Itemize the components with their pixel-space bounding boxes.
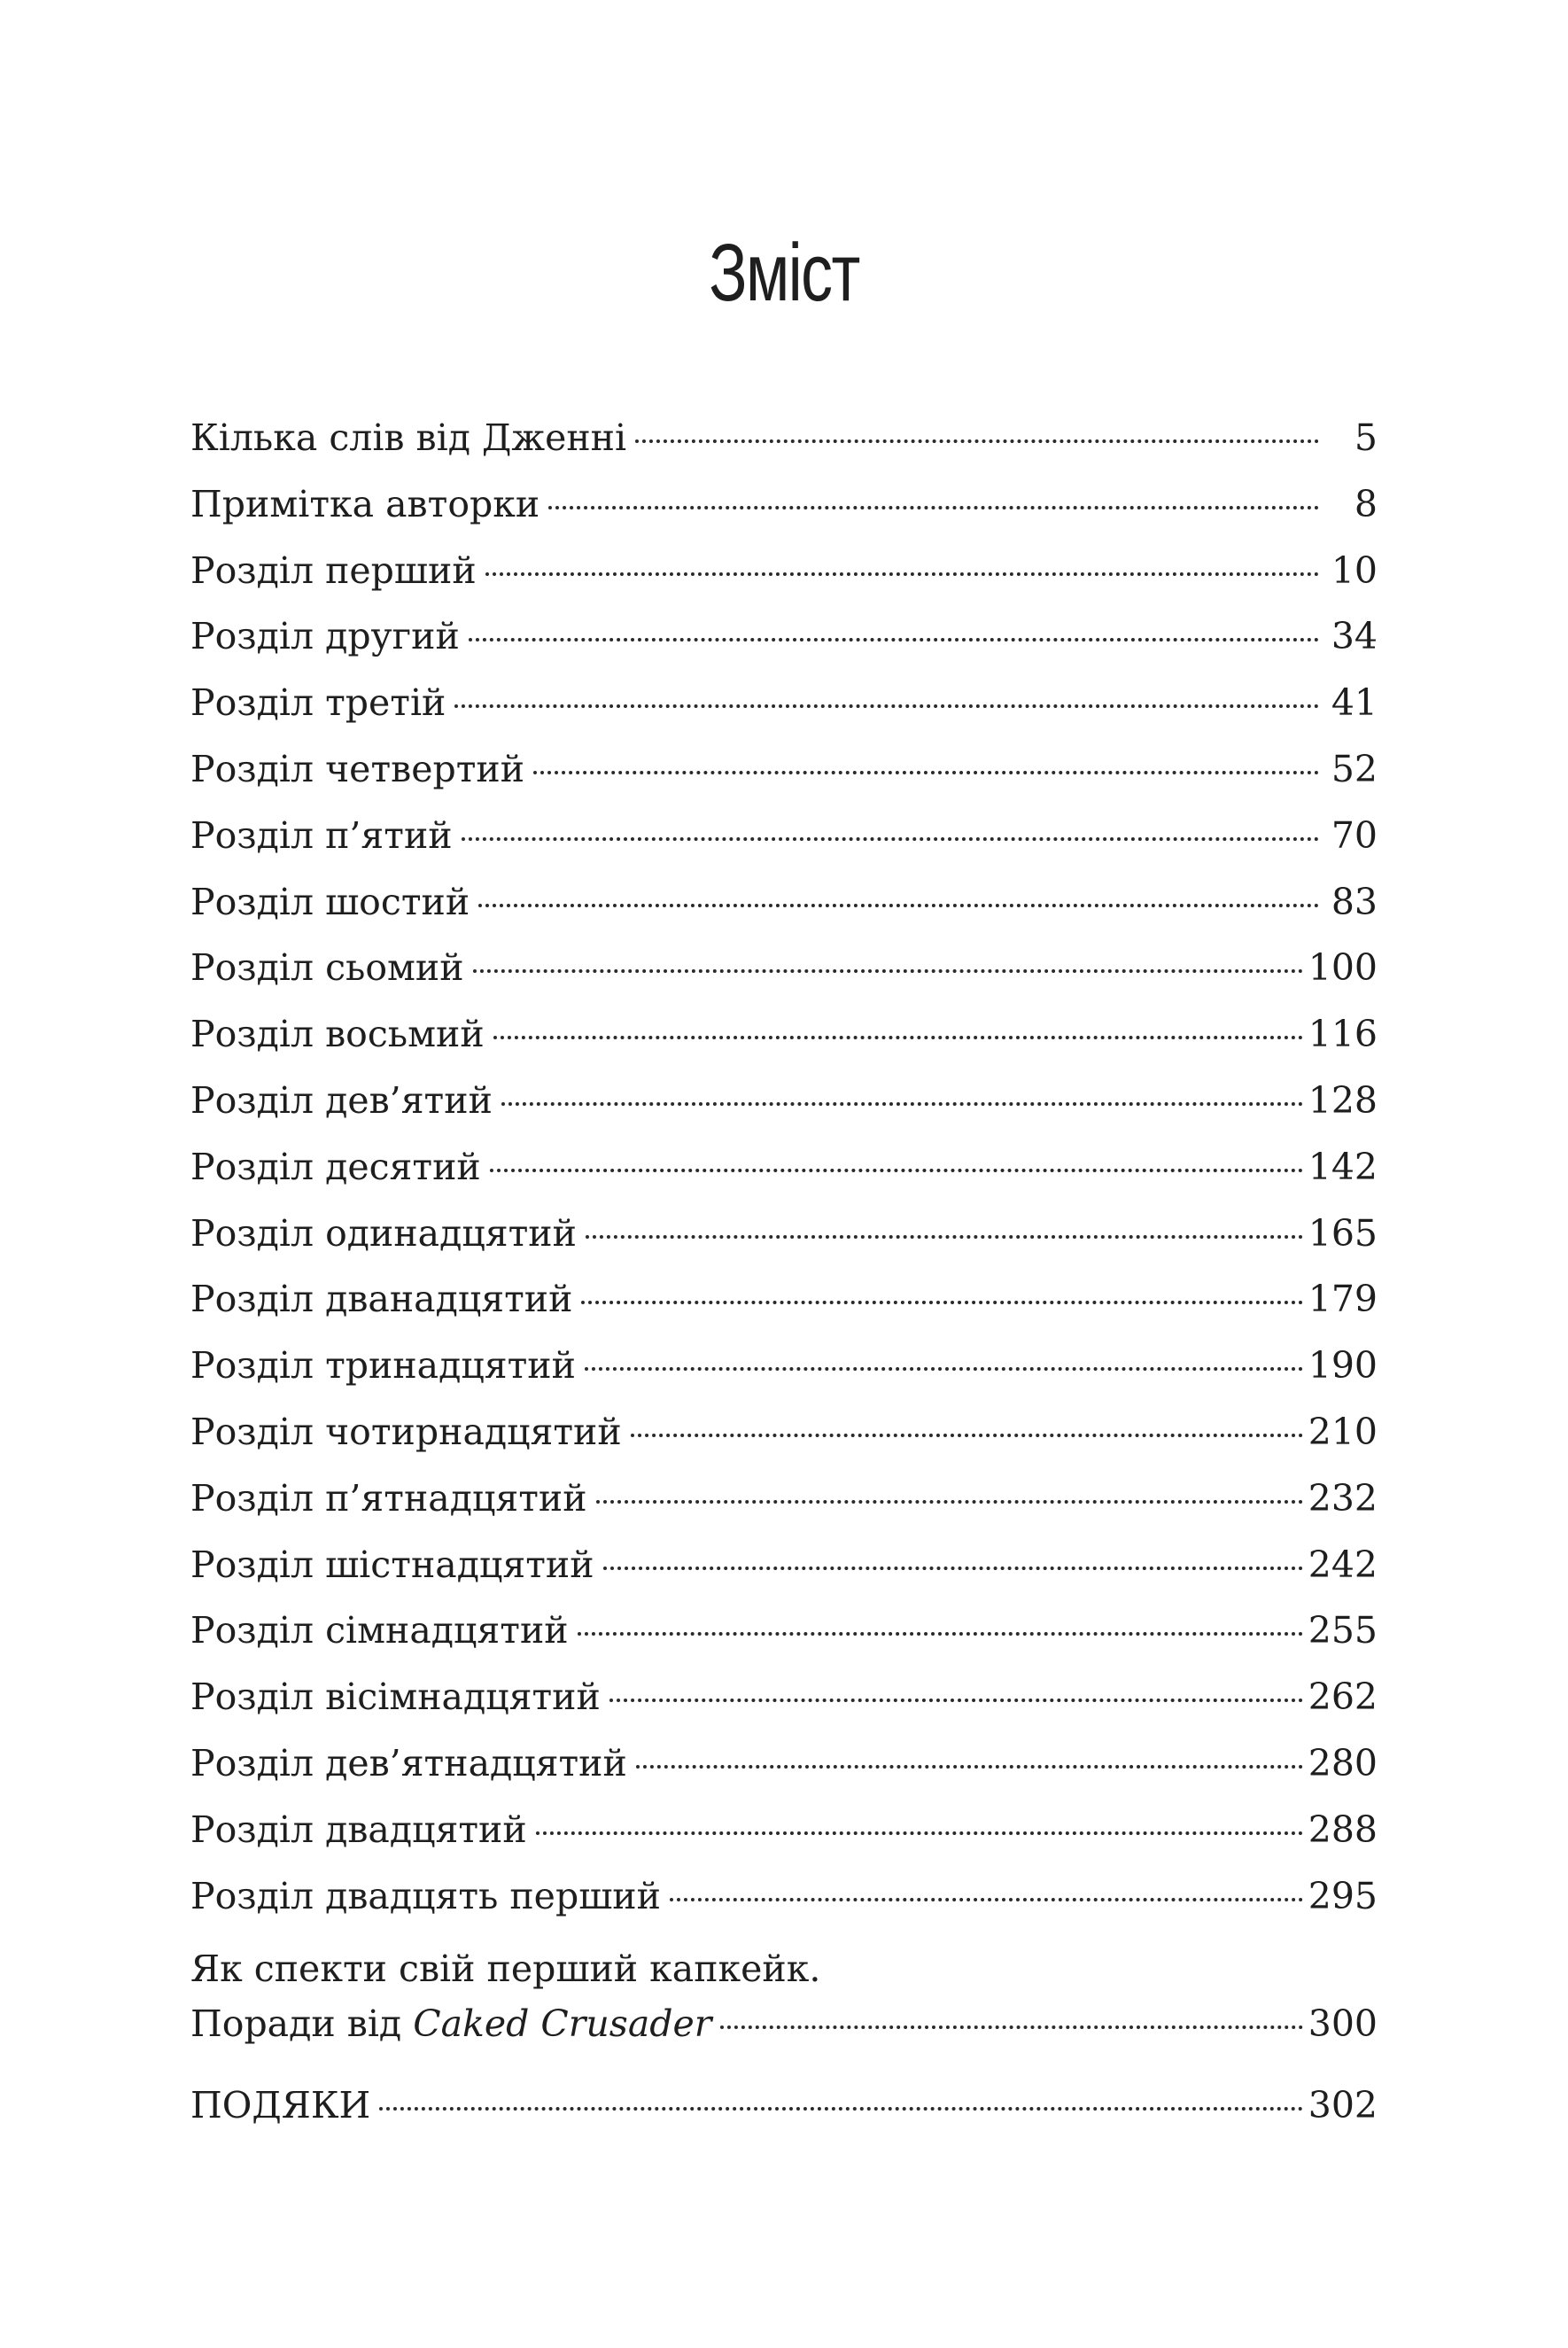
toc-entry-page: 83 (1331, 880, 1378, 923)
toc-entry[interactable] (190, 1212, 1378, 1279)
dot-leader (485, 572, 1319, 576)
toc-entry[interactable] (190, 1609, 1378, 1675)
toc-entry[interactable] (190, 416, 1378, 483)
toc-entry-recipe-line2 (190, 2002, 715, 2045)
toc-entry[interactable] (190, 1477, 1378, 1543)
toc-entry-label: Розділ дев’ятий (190, 1078, 493, 1122)
toc-entry-page: 5 (1354, 416, 1378, 459)
toc-entry-page: 8 (1354, 482, 1378, 525)
toc-entry-page: 242 (1308, 1543, 1378, 1586)
dot-leader (454, 704, 1319, 708)
dot-leader (581, 1301, 1302, 1304)
toc-entry[interactable] (190, 615, 1378, 681)
toc-entry-page: 116 (1308, 1013, 1378, 1056)
toc-entry-label: Розділ десятий (190, 1145, 481, 1188)
dot-leader (635, 439, 1319, 443)
toc-entry[interactable] (190, 549, 1378, 616)
table-of-contents (190, 416, 1378, 2150)
dot-leader (603, 1567, 1303, 1570)
toc-entry-page: 288 (1308, 1808, 1378, 1851)
toc-entry[interactable] (190, 814, 1378, 881)
toc-entries (190, 416, 1378, 1940)
dot-leader (469, 638, 1319, 641)
toc-entry-acknowledgements-page: 302 (1308, 2084, 1378, 2127)
toc-entry[interactable] (190, 748, 1378, 814)
toc-entry-label: Розділ п’ятий (190, 813, 453, 857)
toc-entry-page: 34 (1331, 615, 1378, 658)
dot-leader (493, 1036, 1303, 1039)
toc-entry-page: 142 (1308, 1145, 1378, 1188)
toc-entry-recipe-page: 300 (1308, 2002, 1378, 2046)
toc-entry-recipe-italic: Caked Crusader (413, 2002, 712, 2046)
toc-entry[interactable] (190, 1875, 1378, 1941)
toc-entry-label: Розділ вісімнадцятий (190, 1675, 601, 1719)
toc-entry-acknowledgements[interactable] (190, 2084, 1378, 2150)
dot-leader (670, 1898, 1303, 1901)
toc-entry-page: 52 (1331, 747, 1378, 790)
toc-entry-page: 232 (1308, 1476, 1378, 1520)
toc-entry[interactable] (190, 1278, 1378, 1344)
dot-leader (596, 1500, 1303, 1504)
toc-entry-label: Розділ восьмий (190, 1013, 485, 1056)
toc-entry-recipe[interactable] (190, 1948, 1378, 2072)
dot-leader (533, 771, 1319, 774)
toc-entry[interactable] (190, 1543, 1378, 1610)
dot-leader (379, 2107, 1302, 2111)
toc-entry-label: Розділ двадцять перший (190, 1874, 661, 1917)
toc-entry[interactable] (190, 1411, 1378, 1477)
toc-entry[interactable] (190, 483, 1378, 549)
toc-entry-label: Розділ шостий (190, 880, 470, 923)
toc-entry[interactable] (190, 1079, 1378, 1146)
toc-entry-label: Розділ сімнадцятий (190, 1609, 569, 1652)
toc-entry-page: 179 (1308, 1278, 1378, 1321)
toc-entry-recipe-line1: Як спекти свій перший капкейк. (190, 1948, 821, 1991)
toc-entry-label: Розділ п’ятнадцятий (190, 1476, 587, 1520)
toc-entry-label: Розділ перший (190, 548, 477, 592)
toc-entry-page: 255 (1308, 1609, 1378, 1652)
toc-entry[interactable] (190, 1013, 1378, 1079)
dot-leader (609, 1699, 1303, 1702)
toc-entry-label: Розділ сьомий (190, 946, 464, 990)
toc-entry-label: Розділ чотирнадцятий (190, 1410, 622, 1453)
toc-entry-label: Розділ третій (190, 681, 446, 725)
toc-entry-page: 210 (1308, 1410, 1378, 1453)
toc-entry-recipe-prefix: Поради від (190, 2002, 414, 2046)
dot-leader (636, 1765, 1303, 1769)
toc-entry[interactable] (190, 1675, 1378, 1742)
toc-entry-page: 280 (1308, 1741, 1378, 1784)
toc-entry-page: 41 (1331, 681, 1378, 725)
toc-entry-label: Розділ одинадцятий (190, 1211, 577, 1255)
dot-leader (536, 1831, 1303, 1835)
toc-entry-label: Розділ дванадцятий (190, 1278, 573, 1321)
toc-entry-label: Розділ другий (190, 615, 460, 658)
toc-entry-label: Примітка авторки (190, 482, 540, 525)
toc-entry-page: 10 (1331, 548, 1378, 592)
dot-leader (585, 1367, 1303, 1371)
toc-entry[interactable] (190, 1344, 1378, 1411)
toc-entry-label: Кілька слів від Дженні (190, 416, 627, 459)
dot-leader (548, 506, 1319, 509)
page-title: Зміст (709, 228, 859, 318)
toc-entry[interactable] (190, 881, 1378, 947)
toc-entry-label: Розділ шістнадцятий (190, 1543, 594, 1586)
toc-entry-label: Розділ четвертий (190, 747, 525, 790)
toc-entry-page: 165 (1308, 1211, 1378, 1255)
toc-entry-page: 128 (1308, 1078, 1378, 1122)
toc-entry[interactable] (190, 681, 1378, 748)
dot-leader (720, 2025, 1302, 2029)
dot-leader (473, 969, 1303, 973)
toc-entry[interactable] (190, 1808, 1378, 1875)
toc-entry[interactable] (190, 1742, 1378, 1808)
dot-leader (490, 1169, 1303, 1172)
toc-entry-page: 190 (1308, 1344, 1378, 1388)
dot-leader (462, 837, 1319, 841)
toc-entry-page: 100 (1308, 946, 1378, 990)
toc-entry-page: 262 (1308, 1675, 1378, 1719)
dot-leader (501, 1102, 1303, 1106)
dot-leader (586, 1235, 1303, 1239)
toc-entry-label: Розділ тринадцятий (190, 1344, 576, 1388)
dot-leader (631, 1434, 1303, 1437)
toc-entry-label: Розділ двадцятий (190, 1808, 527, 1851)
dot-leader (578, 1632, 1303, 1636)
toc-entry-page: 295 (1308, 1874, 1378, 1917)
toc-entry[interactable] (190, 1146, 1378, 1212)
toc-entry-label: Розділ дев’ятнадцятий (190, 1741, 627, 1784)
dot-leader (478, 904, 1319, 907)
toc-entry[interactable] (190, 946, 1378, 1013)
toc-entry-acknowledgements-label: ПОДЯКИ (190, 2084, 371, 2127)
toc-entry-page: 70 (1331, 813, 1378, 857)
